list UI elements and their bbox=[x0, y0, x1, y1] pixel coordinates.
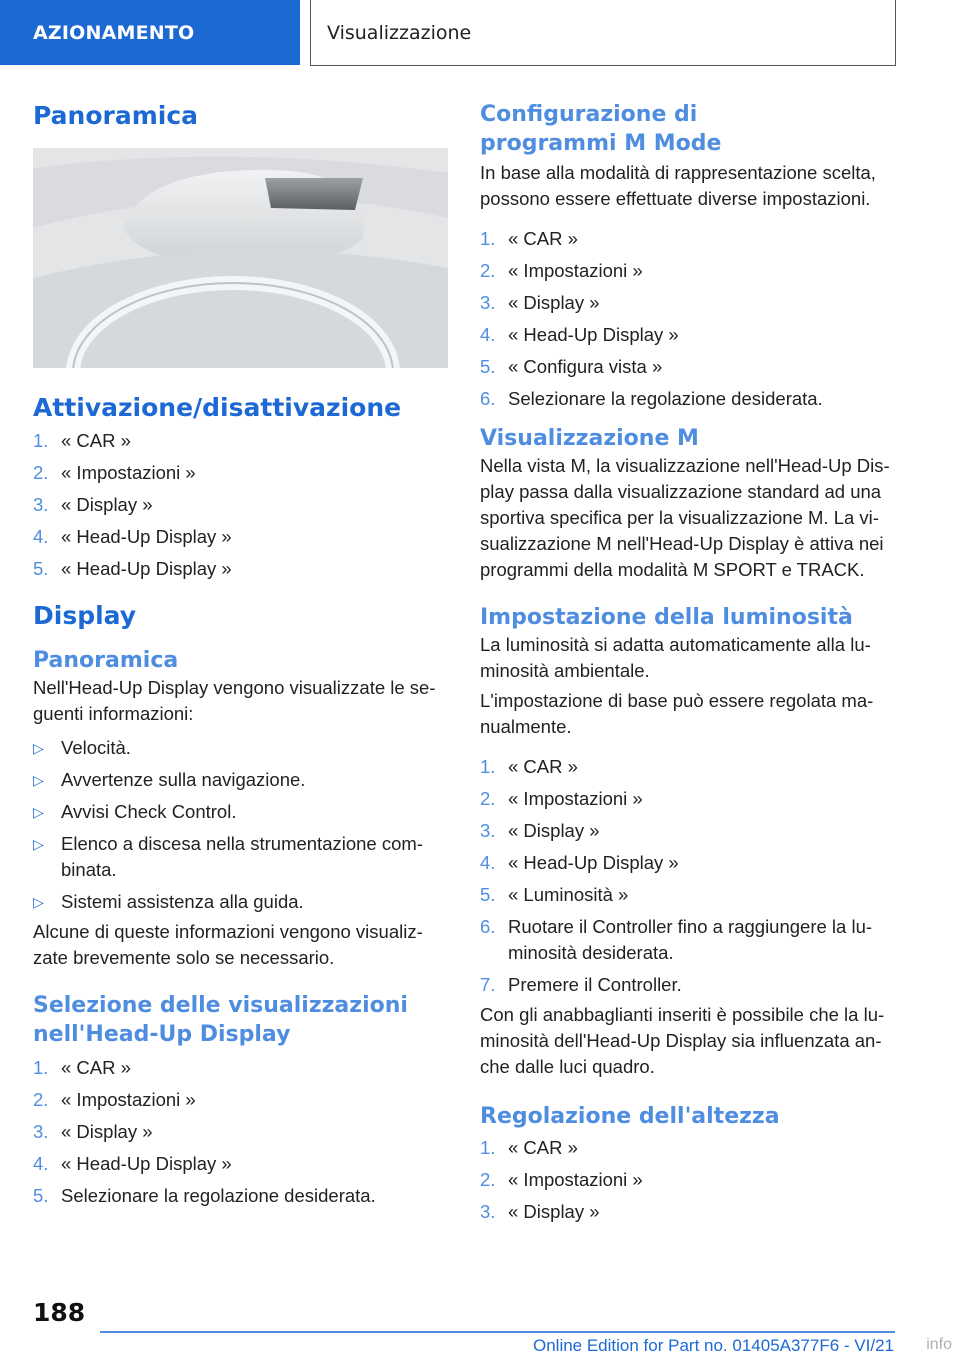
step-number: 7. bbox=[480, 974, 496, 995]
step-text: Selezionare la regolazione desiderata. bbox=[61, 1185, 376, 1206]
step-number: 5. bbox=[33, 558, 49, 579]
config-step bbox=[480, 290, 895, 316]
step-text: « Head-Up Display » bbox=[508, 852, 679, 873]
step-text: « Impostazioni » bbox=[508, 1169, 643, 1190]
lum-text-1: La luminosità si adatta automaticamente alla lu-minosità ambientale. bbox=[480, 634, 871, 681]
attivazione-step bbox=[33, 524, 448, 550]
heading-luminosita: Impostazione della luminosità bbox=[480, 605, 853, 630]
step-number: 3. bbox=[33, 494, 49, 515]
vism-text: Nella vista M, la visualizzazione nell'Head-Up Dis-play passa dalla visualizzazione standard ad una sportiva specifica per la visualizzazione M. La vi-sualizzazione M nell'Head-Up Display è attiva nei programmi della modalità M SPORT e TRACK. bbox=[480, 455, 890, 580]
step-number: 5. bbox=[480, 356, 496, 377]
step-number: 4. bbox=[33, 526, 49, 547]
selezione-step bbox=[33, 1151, 448, 1177]
config-step bbox=[480, 322, 895, 348]
heading-selezione: Selezione delle visualizzazioni nell'Head-Up Display bbox=[33, 993, 408, 1047]
step-text: « Configura vista » bbox=[508, 356, 663, 377]
selezione-step bbox=[33, 1183, 448, 1209]
triangle-bullet-icon: ▷ bbox=[33, 894, 44, 910]
heading-altezza: Regolazione dell'altezza bbox=[480, 1104, 780, 1129]
attivazione-step bbox=[33, 428, 448, 454]
section-tab: AZIONAMENTO bbox=[0, 0, 300, 65]
step-text: « CAR » bbox=[508, 228, 578, 249]
lum-step bbox=[480, 818, 895, 844]
step-text: « Impostazioni » bbox=[61, 462, 196, 483]
step-number: 1. bbox=[480, 228, 496, 249]
lum-steps bbox=[480, 754, 895, 998]
step-text: « CAR » bbox=[508, 756, 578, 777]
bullet-text: Avvisi Check Control. bbox=[61, 801, 237, 822]
chapter-header bbox=[310, 0, 896, 66]
lum-text-2: L'impostazione di base può essere regolata ma-nualmente. bbox=[480, 690, 874, 737]
head-up-display-photo bbox=[33, 148, 448, 368]
bullet-text: Elenco a discesa nella strumentazione com-binata. bbox=[61, 833, 423, 880]
heading-panoramica: Panoramica bbox=[33, 101, 199, 130]
left-column bbox=[33, 100, 448, 1215]
config-step bbox=[480, 226, 895, 252]
selezione-step bbox=[33, 1119, 448, 1145]
step-text: « Impostazioni » bbox=[508, 260, 643, 281]
step-text: « CAR » bbox=[61, 1057, 131, 1078]
lum-step bbox=[480, 754, 895, 780]
step-number: 2. bbox=[480, 788, 496, 809]
lum-note: Con gli anabbaglianti inseriti è possibile che la lu-minosità dell'Head-Up Display sia influenzata an-che dalle luci quadro. bbox=[480, 1004, 885, 1077]
step-text: « Display » bbox=[61, 1121, 153, 1142]
heading-configurazione: Configurazione di programmi M Mode bbox=[480, 102, 722, 156]
altezza-step bbox=[480, 1135, 895, 1161]
step-number: 4. bbox=[33, 1153, 49, 1174]
subheading-panoramica: Panoramica bbox=[33, 648, 179, 673]
step-number: 3. bbox=[480, 292, 496, 313]
attivazione-steps bbox=[33, 428, 448, 582]
bullet-item bbox=[33, 767, 448, 793]
step-text: « Display » bbox=[508, 292, 600, 313]
step-number: 3. bbox=[33, 1121, 49, 1142]
step-number: 5. bbox=[480, 884, 496, 905]
lum-step bbox=[480, 882, 895, 908]
heading-display: Display bbox=[33, 601, 137, 630]
step-text: « Impostazioni » bbox=[61, 1089, 196, 1110]
triangle-bullet-icon: ▷ bbox=[33, 836, 44, 852]
altezza-step bbox=[480, 1199, 895, 1225]
step-text: « Display » bbox=[61, 494, 153, 515]
config-intro: In base alla modalità di rappresentazione scelta, possono essere effettuate diverse impostazioni. bbox=[480, 162, 876, 209]
step-text: « CAR » bbox=[508, 1137, 578, 1158]
step-number: 2. bbox=[33, 462, 49, 483]
step-number: 3. bbox=[480, 820, 496, 841]
bullet-item bbox=[33, 831, 448, 883]
bullet-item bbox=[33, 735, 448, 761]
step-text: Ruotare il Controller fino a raggiungere la lu-minosità desiderata. bbox=[508, 916, 873, 963]
step-text: « CAR » bbox=[61, 430, 131, 451]
selezione-step bbox=[33, 1087, 448, 1113]
chapter-title: Visualizzazione bbox=[327, 21, 472, 44]
config-step bbox=[480, 386, 895, 412]
watermark-text: info bbox=[926, 1336, 952, 1353]
step-text: « Head-Up Display » bbox=[61, 558, 232, 579]
step-text: « Luminosità » bbox=[508, 884, 629, 905]
bullet-item bbox=[33, 889, 448, 915]
step-number: 5. bbox=[33, 1185, 49, 1206]
bullet-text: Sistemi assistenza alla guida. bbox=[61, 891, 304, 912]
selezione-steps bbox=[33, 1055, 448, 1209]
right-column bbox=[480, 100, 895, 1231]
bullet-text: Velocità. bbox=[61, 737, 131, 758]
lum-step bbox=[480, 850, 895, 876]
triangle-bullet-icon: ▷ bbox=[33, 804, 44, 820]
step-number: 4. bbox=[480, 324, 496, 345]
lum-step bbox=[480, 972, 895, 998]
footer-divider bbox=[100, 1331, 895, 1333]
config-step bbox=[480, 354, 895, 380]
attivazione-step bbox=[33, 492, 448, 518]
edition-text: Online Edition for Part no. 01405A377F6 - VI/21 bbox=[532, 1336, 894, 1355]
step-text: « Impostazioni » bbox=[508, 788, 643, 809]
step-text: « Head-Up Display » bbox=[508, 324, 679, 345]
page-number: 188 bbox=[33, 1298, 86, 1327]
step-text: « Head-Up Display » bbox=[61, 526, 232, 547]
step-text: Selezionare la regolazione desiderata. bbox=[508, 388, 823, 409]
step-number: 6. bbox=[480, 916, 496, 937]
config-steps bbox=[480, 226, 895, 412]
step-text: « Display » bbox=[508, 820, 600, 841]
heading-attivazione: Attivazione/disattivazione bbox=[33, 393, 402, 422]
display-intro: Nell'Head-Up Display vengono visualizzate le se-guenti informazioni: bbox=[33, 677, 436, 724]
attivazione-step bbox=[33, 460, 448, 486]
step-number: 2. bbox=[480, 1169, 496, 1190]
display-note: Alcune di queste informazioni vengono visualiz-zate brevemente solo se necessario. bbox=[33, 921, 423, 968]
altezza-steps bbox=[480, 1135, 895, 1225]
step-text: Premere il Controller. bbox=[508, 974, 682, 995]
step-number: 4. bbox=[480, 852, 496, 873]
dashboard-illustration bbox=[33, 148, 448, 368]
step-number: 1. bbox=[480, 1137, 496, 1158]
step-text: « Head-Up Display » bbox=[61, 1153, 232, 1174]
step-number: 2. bbox=[33, 1089, 49, 1110]
triangle-bullet-icon: ▷ bbox=[33, 772, 44, 788]
altezza-step bbox=[480, 1167, 895, 1193]
lum-step bbox=[480, 914, 895, 966]
triangle-bullet-icon: ▷ bbox=[33, 740, 44, 756]
step-text: « Display » bbox=[508, 1201, 600, 1222]
step-number: 6. bbox=[480, 388, 496, 409]
bullet-item bbox=[33, 799, 448, 825]
step-number: 1. bbox=[33, 1057, 49, 1078]
step-number: 3. bbox=[480, 1201, 496, 1222]
attivazione-step bbox=[33, 556, 448, 582]
config-step bbox=[480, 258, 895, 284]
display-bullets bbox=[33, 735, 448, 915]
step-number: 1. bbox=[480, 756, 496, 777]
lum-step bbox=[480, 786, 895, 812]
bullet-text: Avvertenze sulla navigazione. bbox=[61, 769, 306, 790]
selezione-step bbox=[33, 1055, 448, 1081]
heading-visualizzazione-m: Visualizzazione M bbox=[480, 426, 699, 451]
step-number: 2. bbox=[480, 260, 496, 281]
step-number: 1. bbox=[33, 430, 49, 451]
